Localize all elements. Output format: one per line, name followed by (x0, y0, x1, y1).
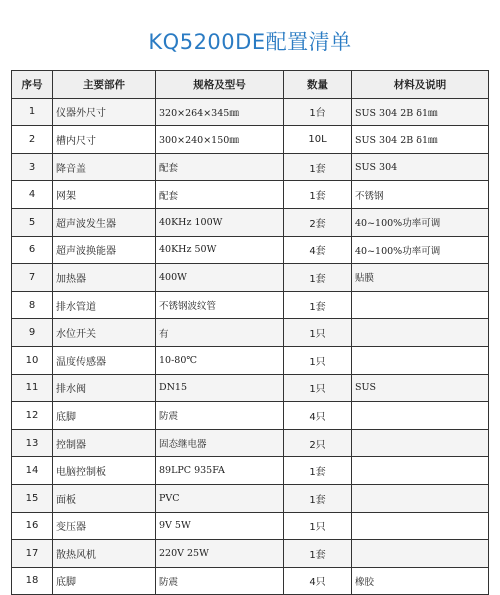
table-row (12, 319, 489, 347)
table-row (12, 540, 489, 568)
header-qty: 数量 (284, 71, 352, 99)
cell-material: SUS 304 (352, 153, 489, 181)
cell-no: 15 (12, 484, 53, 512)
cell-spec: 有 (156, 319, 284, 347)
cell-material (352, 484, 489, 512)
cell-no: 18 (12, 567, 53, 595)
cell-qty: 1套 (284, 291, 352, 319)
cell-spec: 300×240×150㎜ (156, 126, 284, 154)
cell-part: 温度传感器 (53, 346, 156, 374)
cell-qty: 1套 (284, 264, 352, 292)
cell-spec: 220V 25W (156, 540, 284, 568)
table-row (12, 429, 489, 457)
cell-qty: 1只 (284, 319, 352, 347)
cell-spec: 40KHz 100W (156, 208, 284, 236)
cell-part: 底脚 (53, 402, 156, 430)
page-title: KQ5200DE配置清单 (148, 30, 352, 54)
cell-spec: 10-80℃ (156, 346, 284, 374)
cell-spec: 防震 (156, 402, 284, 430)
cell-material (352, 402, 489, 430)
cell-part: 排水管道 (53, 291, 156, 319)
cell-no: 13 (12, 429, 53, 457)
cell-material: 橡胶 (352, 567, 489, 595)
cell-no: 17 (12, 540, 53, 568)
cell-no: 1 (12, 98, 53, 126)
cell-no: 9 (12, 319, 53, 347)
cell-no: 16 (12, 512, 53, 540)
cell-qty: 10L (284, 126, 352, 154)
cell-qty: 1台 (284, 98, 352, 126)
cell-no: 11 (12, 374, 53, 402)
cell-spec: 89LPC 935FA (156, 457, 284, 485)
cell-part: 面板 (53, 484, 156, 512)
cell-part: 降音盖 (53, 153, 156, 181)
cell-no: 4 (12, 181, 53, 209)
cell-no: 6 (12, 236, 53, 264)
cell-spec: DN15 (156, 374, 284, 402)
cell-material: 40~100%功率可调 (352, 236, 489, 264)
cell-part: 底脚 (53, 567, 156, 595)
cell-qty: 1套 (284, 181, 352, 209)
table-row (12, 236, 489, 264)
cell-no: 7 (12, 264, 53, 292)
header-spec: 规格及型号 (156, 71, 284, 99)
cell-material: SUS 304 2B δ1㎜ (352, 126, 489, 154)
cell-material (352, 429, 489, 457)
table-row (12, 291, 489, 319)
table-row (12, 567, 489, 595)
cell-spec: 9V 5W (156, 512, 284, 540)
header-no: 序号 (12, 71, 53, 99)
table-row (12, 346, 489, 374)
cell-material (352, 319, 489, 347)
cell-part: 仪器外尺寸 (53, 98, 156, 126)
cell-material: 不锈钢 (352, 181, 489, 209)
table-row (12, 512, 489, 540)
table-row (12, 484, 489, 512)
cell-spec: 配套 (156, 181, 284, 209)
cell-spec: 配套 (156, 153, 284, 181)
cell-part: 超声波发生器 (53, 208, 156, 236)
cell-spec: 固态继电器 (156, 429, 284, 457)
cell-material: 贴膜 (352, 264, 489, 292)
cell-no: 10 (12, 346, 53, 374)
cell-part: 槽内尺寸 (53, 126, 156, 154)
table-row (12, 153, 489, 181)
cell-qty: 2只 (284, 429, 352, 457)
cell-part: 水位开关 (53, 319, 156, 347)
cell-qty: 2套 (284, 208, 352, 236)
cell-qty: 1套 (284, 153, 352, 181)
cell-qty: 1套 (284, 457, 352, 485)
cell-spec: 40KHz 50W (156, 236, 284, 264)
cell-material (352, 540, 489, 568)
cell-part: 控制器 (53, 429, 156, 457)
cell-qty: 1只 (284, 374, 352, 402)
cell-part: 网架 (53, 181, 156, 209)
cell-no: 14 (12, 457, 53, 485)
cell-material (352, 291, 489, 319)
cell-qty: 4只 (284, 402, 352, 430)
cell-no: 12 (12, 402, 53, 430)
config-table (11, 70, 489, 595)
cell-spec: 320×264×345㎜ (156, 98, 284, 126)
cell-spec: 400W (156, 264, 284, 292)
cell-part: 变压器 (53, 512, 156, 540)
cell-material (352, 512, 489, 540)
cell-part: 电脑控制板 (53, 457, 156, 485)
cell-material (352, 346, 489, 374)
cell-no: 8 (12, 291, 53, 319)
cell-no: 5 (12, 208, 53, 236)
header-row (12, 71, 489, 99)
table-row (12, 98, 489, 126)
cell-qty: 4套 (284, 236, 352, 264)
cell-material: 40~100%功率可调 (352, 208, 489, 236)
cell-part: 加热器 (53, 264, 156, 292)
cell-material: SUS 304 2B δ1㎜ (352, 98, 489, 126)
table-row (12, 208, 489, 236)
cell-material (352, 457, 489, 485)
cell-part: 排水阀 (53, 374, 156, 402)
header-material: 材料及说明 (352, 71, 489, 99)
table-row (12, 457, 489, 485)
cell-material: SUS (352, 374, 489, 402)
cell-qty: 1只 (284, 512, 352, 540)
table-row (12, 264, 489, 292)
table-row (12, 374, 489, 402)
cell-qty: 4只 (284, 567, 352, 595)
table-row (12, 402, 489, 430)
cell-qty: 1套 (284, 484, 352, 512)
cell-no: 3 (12, 153, 53, 181)
table-row (12, 126, 489, 154)
cell-no: 2 (12, 126, 53, 154)
cell-spec: 防震 (156, 567, 284, 595)
cell-qty: 1只 (284, 346, 352, 374)
cell-qty: 1套 (284, 540, 352, 568)
header-part: 主要部件 (53, 71, 156, 99)
cell-spec: PVC (156, 484, 284, 512)
cell-spec: 不锈钢波纹管 (156, 291, 284, 319)
cell-part: 超声波换能器 (53, 236, 156, 264)
cell-part: 散热风机 (53, 540, 156, 568)
table-row (12, 181, 489, 209)
